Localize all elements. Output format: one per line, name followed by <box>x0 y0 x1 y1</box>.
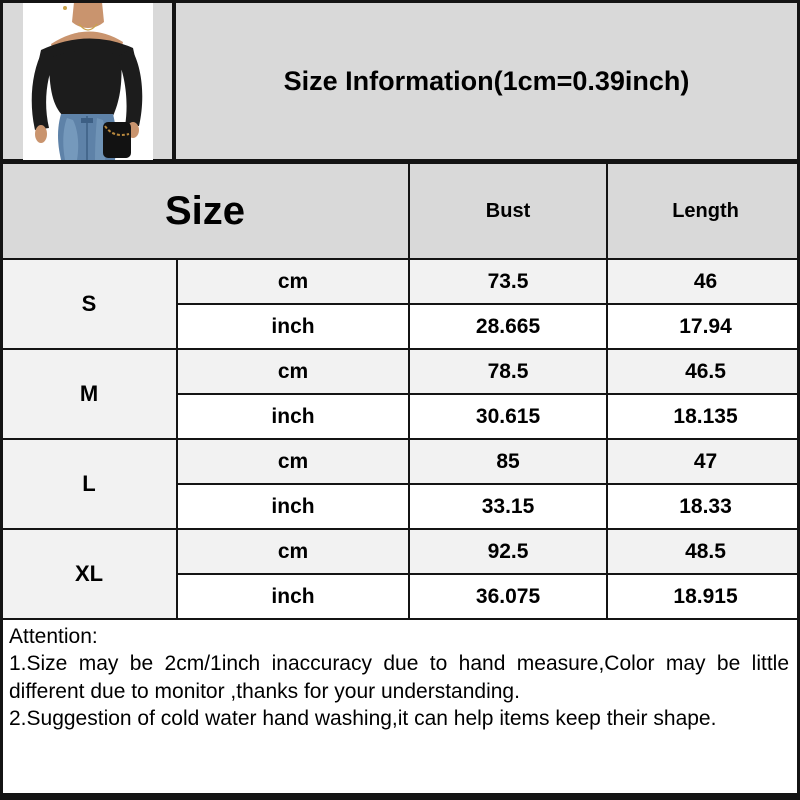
value-cell: 85 <box>409 439 607 484</box>
table-row <box>1 259 800 304</box>
value-cell: 18.915 <box>607 574 800 619</box>
attention-item-1: 1.Size may be 2cm/1inch inaccuracy due to hand measure,Color may be little different due to monitor ,thanks for your understanding. <box>9 652 789 703</box>
table-header-row <box>1 163 800 259</box>
product-photo <box>23 2 153 160</box>
column-header-size: Size <box>1 163 409 259</box>
value-cell: 47 <box>607 439 800 484</box>
value-cell: 46 <box>607 259 800 304</box>
value-cell: 33.15 <box>409 484 607 529</box>
unit-cell: inch <box>177 394 409 439</box>
size-label-s: S <box>1 259 177 349</box>
unit-cell: cm <box>177 439 409 484</box>
column-header-bust: Bust <box>409 163 607 259</box>
table-row <box>1 439 800 484</box>
value-cell: 28.665 <box>409 304 607 349</box>
value-cell: 30.615 <box>409 394 607 439</box>
value-cell: 78.5 <box>409 349 607 394</box>
size-label-l: L <box>1 439 177 529</box>
size-label-xl: XL <box>1 529 177 619</box>
value-cell: 17.94 <box>607 304 800 349</box>
product-photo-cell <box>3 3 176 159</box>
top-banner <box>3 3 797 163</box>
attention-heading: Attention: <box>9 625 98 648</box>
attention-section <box>3 620 797 732</box>
table-row <box>1 349 800 394</box>
model-photo-illustration <box>23 2 153 160</box>
column-header-length: Length <box>607 163 800 259</box>
unit-cell: inch <box>177 304 409 349</box>
value-cell: 92.5 <box>409 529 607 574</box>
value-cell: 46.5 <box>607 349 800 394</box>
unit-cell: cm <box>177 259 409 304</box>
unit-cell: inch <box>177 574 409 619</box>
unit-cell: inch <box>177 484 409 529</box>
size-table <box>0 162 800 620</box>
attention-item-2: 2.Suggestion of cold water hand washing,it can help items keep their shape. <box>9 706 717 730</box>
value-cell: 36.075 <box>409 574 607 619</box>
page-title: Size Information(1cm=0.39inch) <box>283 65 690 96</box>
unit-cell: cm <box>177 349 409 394</box>
banner-title-cell <box>176 3 797 159</box>
size-label-m: M <box>1 349 177 439</box>
table-row <box>1 529 800 574</box>
unit-cell: cm <box>177 529 409 574</box>
value-cell: 48.5 <box>607 529 800 574</box>
value-cell: 18.33 <box>607 484 800 529</box>
value-cell: 73.5 <box>409 259 607 304</box>
value-cell: 18.135 <box>607 394 800 439</box>
